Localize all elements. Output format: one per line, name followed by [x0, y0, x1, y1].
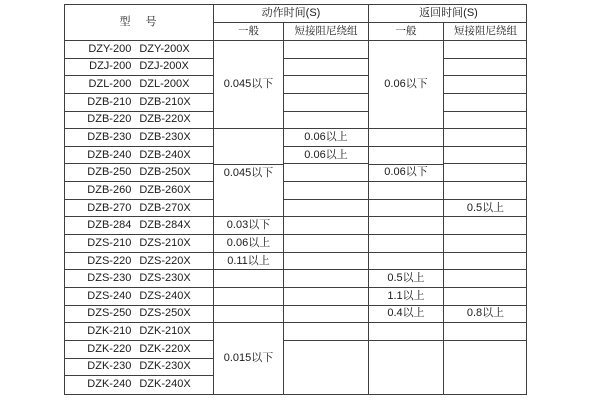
model-name: DZB-250 [87, 166, 132, 179]
action-damping-cell [284, 41, 368, 59]
action-damping-cell [284, 94, 368, 112]
model-name-x-variant: DZK-240X [139, 378, 191, 391]
action-damping-cell [284, 270, 368, 288]
action-general-cell [214, 129, 283, 164]
return-general-column [369, 23, 444, 394]
model-cell [65, 376, 213, 394]
return-damping-cell [444, 129, 527, 147]
model-name: DZK-220 [87, 342, 132, 355]
return-damping-cell [444, 323, 527, 341]
model-name-x-variant: DZB-220X [139, 113, 191, 126]
model-name-x-variant: DZK-210X [139, 325, 191, 338]
model-name-x-variant: DZB-250X [139, 166, 191, 179]
action-damping-cell: 0.06以上 [284, 129, 368, 147]
return-damping-cell [444, 235, 527, 253]
model-cell [65, 217, 213, 235]
action-general-subheader: 一般 [214, 23, 283, 41]
model-name: DZB-270 [87, 201, 132, 214]
return-damping-cell [444, 76, 527, 94]
model-name: DZK-210 [87, 325, 132, 338]
model-name-x-variant: DZB-260X [139, 183, 191, 196]
action-general-cell [214, 306, 283, 324]
model-name: DZS-210 [87, 236, 132, 249]
return-general-cell: 1.1以上 [369, 288, 443, 306]
return-time-subcolumns [369, 23, 527, 394]
action-damping-cell [284, 288, 368, 306]
action-time-header: 动作时间(S) [214, 5, 368, 23]
action-general-cells [214, 41, 283, 394]
action-general-cell [214, 270, 283, 288]
model-name-x-variant: DZS-220X [139, 254, 191, 267]
return-damping-cell [444, 41, 527, 59]
return-damping-cells [444, 41, 527, 394]
model-cell [65, 253, 213, 271]
return-general-cell [369, 235, 443, 253]
model-name: DZB-284 [87, 219, 132, 232]
model-cell [65, 288, 213, 306]
return-damping-cell [444, 270, 527, 288]
model-cell [65, 235, 213, 253]
model-header: 型 号 [65, 5, 213, 41]
action-damping-column [284, 23, 368, 394]
model-name-x-variant: DZS-250X [139, 307, 191, 320]
return-general-cell [369, 323, 443, 341]
model-name: DZL-200 [88, 78, 132, 91]
relay-spec-table [64, 4, 527, 395]
model-name: DZK-240 [87, 378, 132, 391]
model-cell [65, 341, 213, 359]
return-general-cell: 0.06以下 [369, 165, 443, 183]
model-name: DZS-240 [87, 289, 132, 302]
return-general-cell [369, 182, 443, 200]
return-damping-cell [444, 217, 527, 235]
model-name: DZS-220 [87, 254, 132, 267]
return-damping-cell [444, 288, 527, 306]
model-name-x-variant: DZS-230X [139, 272, 191, 285]
return-general-cells [369, 41, 443, 394]
return-damping-subheader: 短接阻尼绕组 [444, 23, 527, 41]
action-time-group [214, 5, 369, 394]
action-damping-cell [284, 253, 368, 271]
model-name: DZS-230 [87, 272, 132, 285]
model-name: DZB-230 [87, 131, 132, 144]
model-name-x-variant: DZB-210X [139, 95, 191, 108]
model-name: DZK-230 [87, 360, 132, 373]
model-cell [65, 359, 213, 377]
action-damping-cell [284, 76, 368, 94]
action-general-cell: 0.06以上 [214, 235, 283, 253]
action-time-subcolumns [214, 23, 368, 394]
return-general-cell [369, 147, 443, 165]
action-damping-cell: 0.06以上 [284, 147, 368, 165]
model-name-x-variant: DZB-284X [139, 219, 191, 232]
model-cell [65, 306, 213, 324]
model-name: DZB-220 [87, 113, 132, 126]
model-cells [65, 41, 213, 394]
model-name-x-variant: DZY-200X [139, 42, 190, 55]
model-name-x-variant: DZK-230X [139, 360, 191, 373]
action-damping-subheader: 短接阻尼绕组 [284, 23, 368, 41]
return-damping-cell [444, 164, 527, 182]
action-damping-cell [284, 182, 368, 200]
model-cell [65, 94, 213, 112]
model-cell [65, 112, 213, 130]
action-damping-cells [284, 41, 368, 394]
return-general-subheader: 一般 [369, 23, 443, 41]
action-damping-cell [284, 217, 368, 235]
return-time-header: 返回时间(S) [369, 5, 527, 23]
model-cell [65, 129, 213, 147]
model-cell [65, 147, 213, 165]
return-damping-cell [444, 341, 527, 394]
return-general-cell: 0.5以上 [369, 270, 443, 288]
model-cell [65, 270, 213, 288]
model-name: DZY-200 [88, 42, 132, 55]
model-cell [65, 76, 213, 94]
action-general-cell: 0.045以下 [214, 165, 283, 218]
return-time-group [369, 5, 527, 394]
model-cell [65, 323, 213, 341]
action-general-cell: 0.045以下 [214, 41, 283, 129]
model-name: DZB-210 [87, 95, 132, 108]
return-general-cell [369, 253, 443, 271]
action-damping-cell [284, 200, 368, 218]
return-general-cell [369, 217, 443, 235]
return-general-cell: 0.06以下 [369, 41, 443, 129]
return-damping-cell [444, 59, 527, 77]
model-name-x-variant: DZL-200X [139, 78, 190, 91]
return-general-cell [369, 341, 443, 394]
model-name: DZB-260 [87, 183, 132, 196]
model-name-x-variant: DZB-270X [139, 201, 191, 214]
model-name: DZS-250 [87, 307, 132, 320]
model-name-x-variant: DZJ-200X [139, 60, 189, 73]
return-damping-cell: 0.8以上 [444, 306, 527, 324]
action-damping-cell [284, 306, 368, 324]
action-damping-cell [284, 112, 368, 130]
action-damping-cell [284, 323, 368, 341]
model-cell [65, 200, 213, 218]
action-general-cell: 0.015以下 [223, 352, 274, 365]
return-damping-cell [444, 253, 527, 271]
action-damping-cell [284, 235, 368, 253]
model-name-x-variant: DZS-240X [139, 289, 191, 302]
model-name-x-variant: DZK-220X [139, 342, 191, 355]
return-damping-cell [444, 94, 527, 112]
action-damping-cell [284, 164, 368, 182]
model-cell [65, 182, 213, 200]
action-general-cell: 0.03以下 [214, 217, 283, 235]
model-cell [65, 59, 213, 77]
action-general-cell: 0.11以上 [214, 253, 283, 271]
model-column [65, 5, 214, 394]
return-damping-cell [444, 182, 527, 200]
model-name: DZB-240 [87, 148, 132, 161]
model-name-x-variant: DZS-210X [139, 236, 191, 249]
return-damping-cell [444, 147, 527, 165]
return-damping-cell: 0.5以上 [444, 200, 527, 218]
model-name: DZJ-200 [89, 60, 132, 73]
action-damping-cell [284, 59, 368, 77]
action-general-column [214, 23, 284, 394]
model-name-x-variant: DZB-230X [139, 131, 191, 144]
return-general-cell [369, 200, 443, 218]
model-cell [65, 41, 213, 59]
return-damping-cell [444, 112, 527, 130]
action-general-cell [214, 288, 283, 306]
return-general-cell: 0.4以上 [369, 306, 443, 324]
model-cell [65, 164, 213, 182]
return-damping-column [444, 23, 527, 394]
model-name-x-variant: DZB-240X [139, 148, 191, 161]
action-damping-cell [284, 341, 368, 394]
return-general-cell [369, 129, 443, 147]
